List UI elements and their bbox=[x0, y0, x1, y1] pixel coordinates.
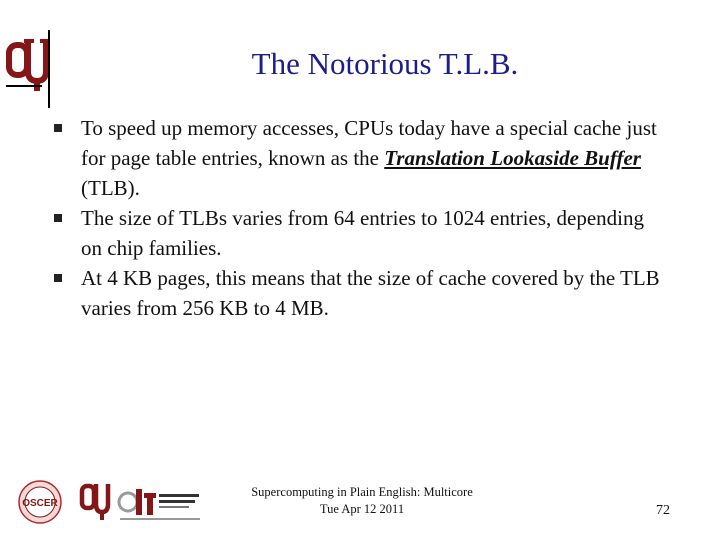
bullet-item bbox=[50, 263, 670, 323]
footer-caption bbox=[222, 484, 502, 518]
bullet-text: (TLB). bbox=[81, 176, 140, 200]
footer-line-1: Supercomputing in Plain English: Multicore bbox=[251, 485, 473, 499]
bullet-list bbox=[50, 113, 670, 323]
oit-logo-icon bbox=[119, 489, 200, 520]
bullet-text: At 4 KB pages, this means that the size of cache covered by the TLB varies from 256 KB to 4 MB. bbox=[81, 266, 660, 320]
footer-line-2: Tue Apr 12 2011 bbox=[319, 502, 405, 516]
bullet-item bbox=[50, 113, 670, 203]
title-vertical-rule bbox=[48, 30, 50, 108]
bullet-item bbox=[50, 203, 670, 263]
square-bullet-icon bbox=[54, 214, 62, 222]
square-bullet-icon bbox=[54, 274, 62, 282]
bullet-text: The size of TLBs varies from 64 entries to 1024 entries, depending on chip families. bbox=[81, 206, 644, 260]
slide-title: The Notorious T.L.B. bbox=[251, 46, 519, 81]
page-number: 72 bbox=[656, 503, 670, 518]
ou-logo-icon bbox=[82, 484, 108, 520]
title-horizontal-rule bbox=[6, 85, 42, 87]
svg-text:OSCER: OSCER bbox=[22, 498, 58, 509]
bullet-text: To speed up memory accesses, CPUs today have a special cache just for page table entries, known as the bbox=[81, 116, 657, 170]
square-bullet-icon bbox=[54, 124, 62, 132]
bullet-term: Translation Lookaside Buffer bbox=[384, 146, 641, 170]
oscer-logo-icon bbox=[19, 481, 61, 523]
footer-logos bbox=[16, 480, 206, 526]
